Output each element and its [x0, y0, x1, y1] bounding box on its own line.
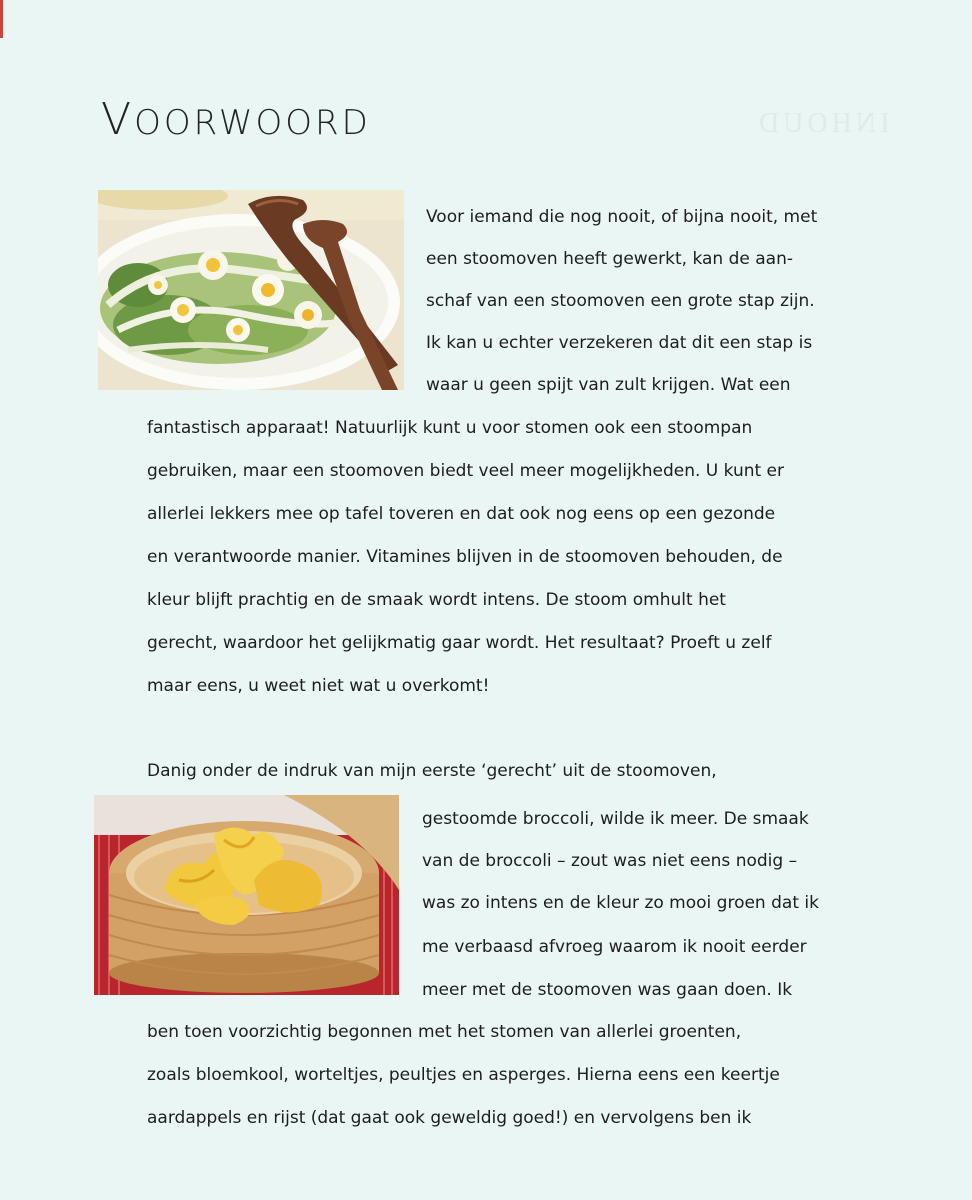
paragraph-2-line-7: ben toen voorzichtig begonnen met het stomen van allerlei groenten, [147, 1022, 742, 1042]
paragraph-1-line-3: schaf van een stoomoven een grote stap zijn. [426, 291, 815, 311]
page-title [101, 94, 371, 145]
paragraph-1-line-4: Ik kan u echter verzekeren dat dit een stap is [426, 333, 813, 353]
salad-photo [98, 190, 404, 390]
page-title-initial: V [101, 94, 135, 145]
paragraph-2-line-2: gestoomde broccoli, wilde ik meer. De smaak [422, 809, 809, 829]
paragraph-2-line-5: me verbaasd afvroeg waarom ik nooit eerder [422, 937, 807, 957]
paragraph-1-line-1: Voor iemand die nog nooit, of bijna nooit, met [426, 207, 818, 227]
paragraph-1-line-5: waar u geen spijt van zult krijgen. Wat een [426, 375, 791, 395]
paragraph-2-line-1: Danig onder de indruk van mijn eerste ‘gerecht’ uit de stoomoven, [147, 761, 717, 781]
paragraph-1-line-10: kleur blijft prachtig en de smaak wordt intens. De stoom omhult het [147, 590, 726, 610]
paragraph-1-line-7: gebruiken, maar een stoomoven biedt veel meer mogelijkheden. U kunt er [147, 461, 785, 481]
paragraph-1-line-9: en verantwoorde manier. Vitamines blijven in de stoomoven behouden, de [147, 547, 783, 567]
paragraph-2-line-6: meer met de stoomoven was gaan doen. Ik [422, 980, 793, 1000]
page-title-rest: OORWOORD [134, 103, 371, 143]
paragraph-1-line-6: fantastisch apparaat! Natuurlijk kunt u voor stomen ook een stoompan [147, 418, 753, 438]
paragraph-1-line-8: allerlei lekkers mee op tafel toveren en dat ook nog eens op een gezonde [147, 504, 776, 524]
paragraph-2-line-9: aardappels en rijst (dat gaat ook geweldig goed!) en vervolgens ben ik [147, 1108, 752, 1128]
salad-photo-illustration [98, 190, 404, 390]
reversed-title-showthrough: INHOUD [755, 108, 890, 139]
paragraph-1-line-2: een stoomoven heeft gewerkt, kan de aan- [426, 249, 793, 269]
paragraph-1-line-11: gerecht, waardoor het gelijkmatig gaar wordt. Het resultaat? Proeft u zelf [147, 633, 772, 653]
page-edge-marker [0, 0, 3, 38]
paragraph-2-line-4: was zo intens en de kleur zo mooi groen dat ik [422, 893, 819, 913]
paragraph-2-line-8: zoals bloemkool, worteltjes, peultjes en asperges. Hierna eens een keertje [147, 1065, 780, 1085]
paragraph-1-line-12: maar eens, u weet niet wat u overkomt! [147, 676, 490, 696]
steamer-photo [94, 795, 399, 995]
steamer-photo-illustration [94, 795, 399, 995]
paragraph-2-line-3: van de broccoli – zout was niet eens nodig – [422, 851, 798, 871]
